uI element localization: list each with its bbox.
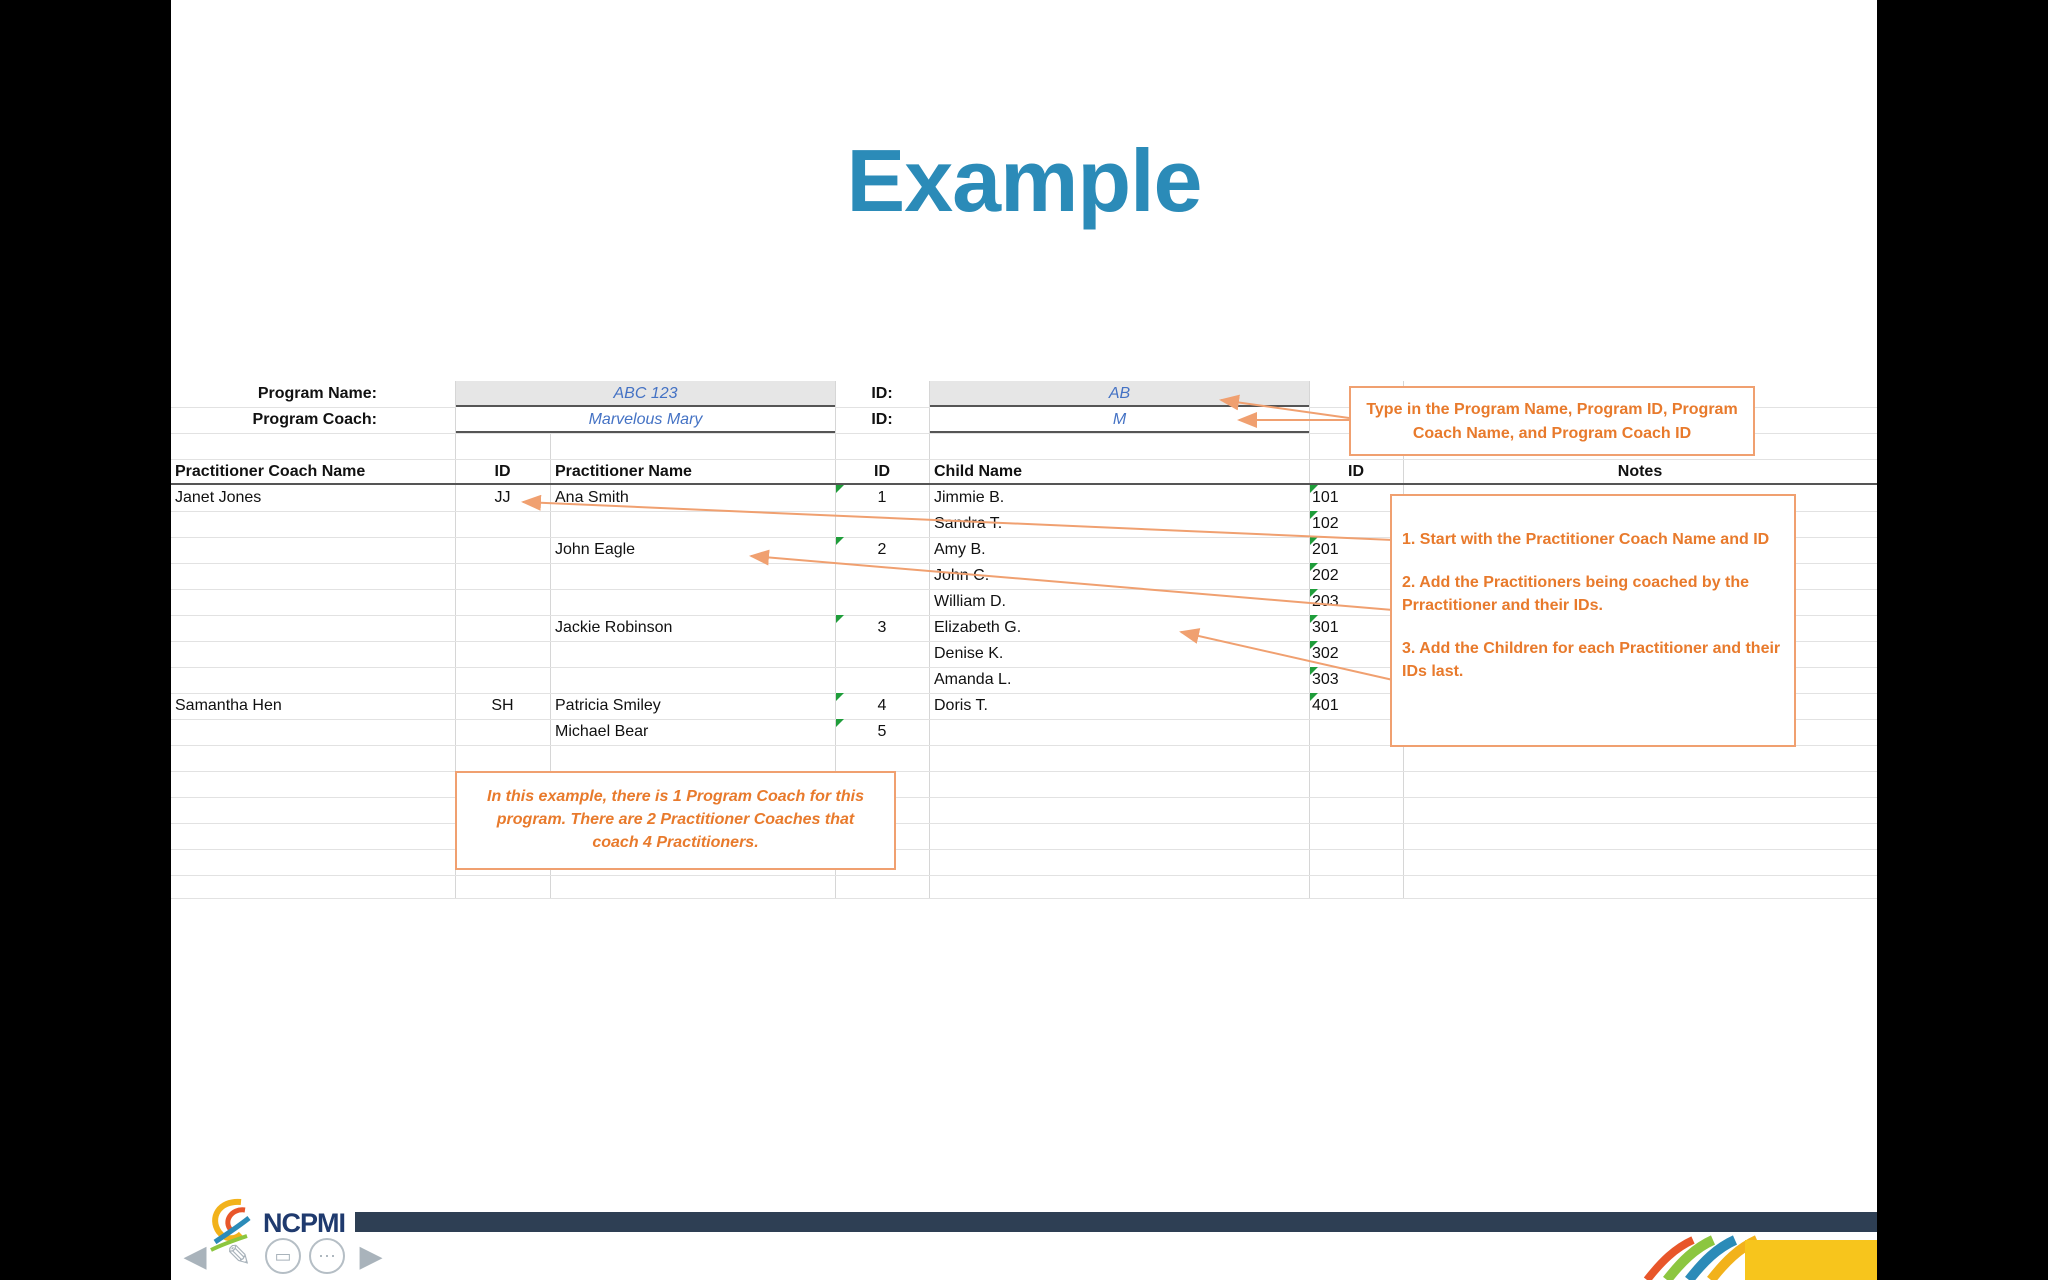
col-header-child-name: Child Name	[934, 463, 1023, 480]
logo-text: NCPMI	[263, 1208, 345, 1238]
practitioner-id-cell[interactable]: 5	[877, 723, 887, 740]
child-name-cell[interactable]: Denise K.	[934, 645, 1004, 662]
practitioner-name-cell[interactable]: Ana Smith	[555, 489, 629, 506]
step-2-text: 2. Add the Practitioners being coached by the Prractitioner and their IDs.	[1402, 574, 1750, 614]
program-coach-id-label: ID:	[871, 411, 893, 428]
arrow-to-child	[1181, 632, 1393, 680]
program-name-input[interactable]: ABC 123	[456, 381, 835, 407]
child-id-cell[interactable]: 303	[1312, 671, 1339, 688]
col-header-practitioner-name: Practitioner Name	[555, 463, 692, 480]
callout-steps	[1390, 494, 1796, 747]
program-name-label: Program Name:	[257, 385, 377, 402]
child-id-cell[interactable]: 202	[1312, 567, 1339, 584]
child-id-cell[interactable]: 401	[1312, 697, 1339, 714]
child-name-cell[interactable]: Sandra T.	[934, 515, 1003, 532]
next-slide-icon[interactable]: ▶	[359, 1239, 383, 1273]
program-id-input[interactable]: AB	[930, 381, 1309, 407]
child-name-cell[interactable]: Jimmie B.	[934, 489, 1005, 506]
slide-title: Example	[846, 131, 1202, 230]
practitioner-id-cell[interactable]: 2	[877, 541, 887, 558]
arrow-to-practitioner	[751, 556, 1393, 610]
child-id-cell[interactable]: 201	[1312, 541, 1339, 558]
program-coach-input[interactable]: Marvelous Mary	[456, 407, 835, 433]
child-name-cell[interactable]: William D.	[934, 593, 1006, 610]
callout-summary: In this example, there is 1 Program Coach for this program. There are 2 Practitioner Coaches that coach 4 Practitioners.	[455, 771, 896, 870]
step-1-text: 1. Start with the Practitioner Coach Name and ID	[1402, 531, 1770, 548]
coach-name-cell[interactable]: Samantha Hen	[175, 697, 282, 714]
practitioner-name-cell[interactable]: Jackie Robinson	[555, 619, 673, 636]
child-name-cell[interactable]: John C.	[934, 567, 990, 584]
col-header-coach-id: ID	[494, 463, 511, 480]
callout-program-info: Type in the Program Name, Program ID, Program Coach Name, and Program Coach ID	[1349, 386, 1755, 456]
step-3-text: 3. Add the Children for each Practitioner and their IDs last.	[1402, 640, 1781, 680]
practitioner-name-cell[interactable]: Patricia Smiley	[555, 697, 661, 714]
program-coach-id-input[interactable]: M	[930, 407, 1309, 433]
child-id-cell[interactable]: 102	[1312, 515, 1339, 532]
practitioner-id-cell[interactable]: 1	[877, 489, 887, 506]
child-id-cell[interactable]: 203	[1312, 593, 1339, 610]
prev-slide-icon[interactable]: ◀	[183, 1239, 207, 1273]
slides-view-icon[interactable]: ▭	[263, 1236, 303, 1276]
child-name-cell[interactable]: Amy B.	[934, 541, 986, 558]
child-name-cell[interactable]: Amanda L.	[934, 671, 1012, 688]
col-header-coach-name: Practitioner Coach Name	[175, 463, 366, 480]
program-coach-label: Program Coach:	[252, 411, 377, 428]
practitioner-name-cell[interactable]: John Eagle	[555, 541, 636, 558]
footer-bar	[355, 1212, 1877, 1232]
more-options-icon[interactable]: ⋯	[307, 1236, 347, 1276]
child-id-cell[interactable]: 101	[1312, 489, 1339, 506]
pen-icon[interactable]: ✎	[226, 1239, 252, 1273]
coach-name-cell[interactable]: Janet Jones	[175, 489, 262, 506]
child-name-cell[interactable]: Elizabeth G.	[934, 619, 1022, 636]
arrow-to-coach-name	[523, 502, 1393, 540]
child-id-cell[interactable]: 302	[1312, 645, 1339, 662]
col-header-child-id: ID	[1348, 463, 1364, 480]
program-id-label: ID:	[871, 385, 893, 402]
col-header-notes: Notes	[1617, 463, 1663, 480]
arrow-to-program-id	[1221, 400, 1349, 418]
practitioner-id-cell[interactable]: 4	[877, 697, 887, 714]
practitioner-id-cell[interactable]: 3	[877, 619, 887, 636]
child-id-cell[interactable]: 301	[1312, 619, 1339, 636]
practitioner-name-cell[interactable]: Michael Bear	[555, 723, 649, 740]
slide	[171, 0, 1877, 1280]
col-header-practitioner-id: ID	[874, 463, 890, 480]
coach-id-cell[interactable]: SH	[491, 697, 514, 714]
decorative-stripes	[1637, 1232, 1877, 1280]
coach-id-cell[interactable]: JJ	[494, 489, 511, 506]
child-name-cell[interactable]: Doris T.	[934, 697, 988, 714]
